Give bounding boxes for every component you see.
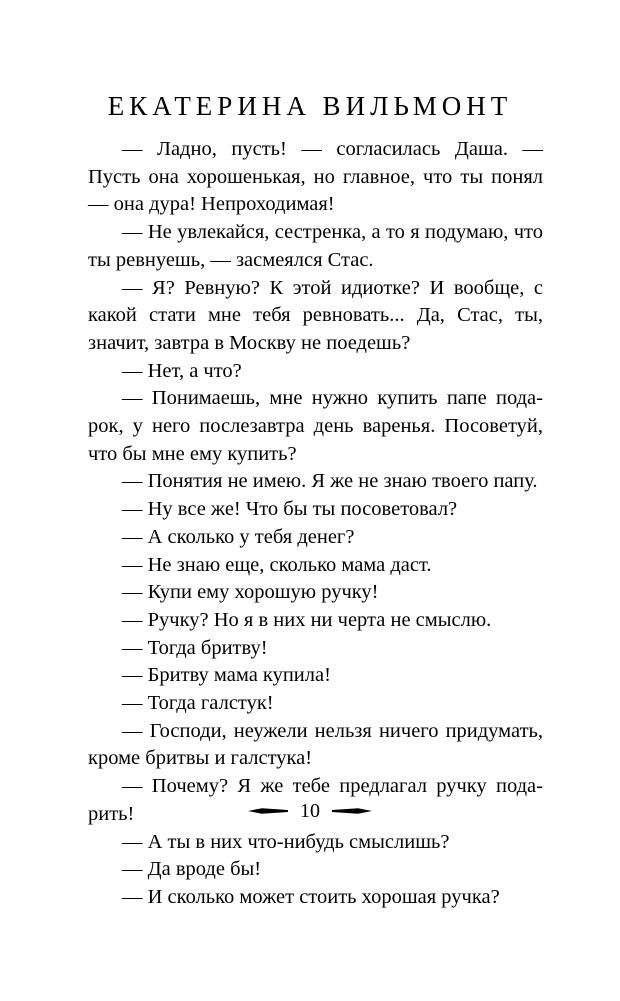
paragraph: — Ручку? Но я в них ни черта не смыслю. <box>122 608 492 631</box>
paragraph: — Нет, а что? <box>122 359 242 382</box>
paragraph: — Купи ему хорошую ручку! <box>122 581 379 604</box>
arrow-ornament-right-icon <box>332 806 372 816</box>
paragraph: — Понятия не имею. Я же не знаю твоего папу. <box>122 470 538 493</box>
running-head-author: ЕКАТЕРИНА ВИЛЬМОНТ <box>107 91 513 121</box>
paragraph: — Ну все же! Что бы ты посоветовал? <box>122 498 458 521</box>
paragraph: — Не увлекайся, сестренка, а то я подумаю, что ты ревнуешь, — засмеялся Стас. <box>88 221 543 271</box>
paragraph: — Не знаю еще, сколько мама даст. <box>122 553 432 576</box>
paragraph: — Тогда бритву! <box>122 636 268 659</box>
page-number: 10 <box>300 800 320 822</box>
paragraph: — Ладно, пусть! — согласилась Даша. — Пусть она хорошенькая, но главное, что ты понял — она дура! Непроходимая! <box>88 138 543 216</box>
arrow-ornament-left-icon <box>248 806 288 816</box>
paragraph: — Понимаешь, мне нужно купить папе подарок, у него послезавтра день варенья. Посоветуй, что бы мне ему купить? <box>88 387 543 465</box>
paragraph: — А ты в них что-нибудь смыслишь? <box>122 830 450 853</box>
paragraph: — И сколько может стоить хорошая ручка? <box>122 885 500 908</box>
paragraph: — Я? Ревную? К этой идиотке? И вообще, с какой стати мне тебя ревновать... Да, Стас, ты, значит, завтра в Москву не поедешь? <box>88 276 543 354</box>
paragraph: — Бритву мама купила! <box>122 664 331 687</box>
page-folio <box>0 796 620 826</box>
paragraph: — Почему? Я же тебе предлагал ручку подарить! <box>88 775 543 825</box>
paragraph: — Да вроде бы! <box>122 858 262 881</box>
paragraph: — Господи, неужели нельзя ничего придумать, кроме бритвы и галстука! <box>88 719 543 770</box>
paragraph: — Тогда галстук! <box>122 692 274 715</box>
paragraph: — А сколько у тебя денег? <box>122 525 355 548</box>
